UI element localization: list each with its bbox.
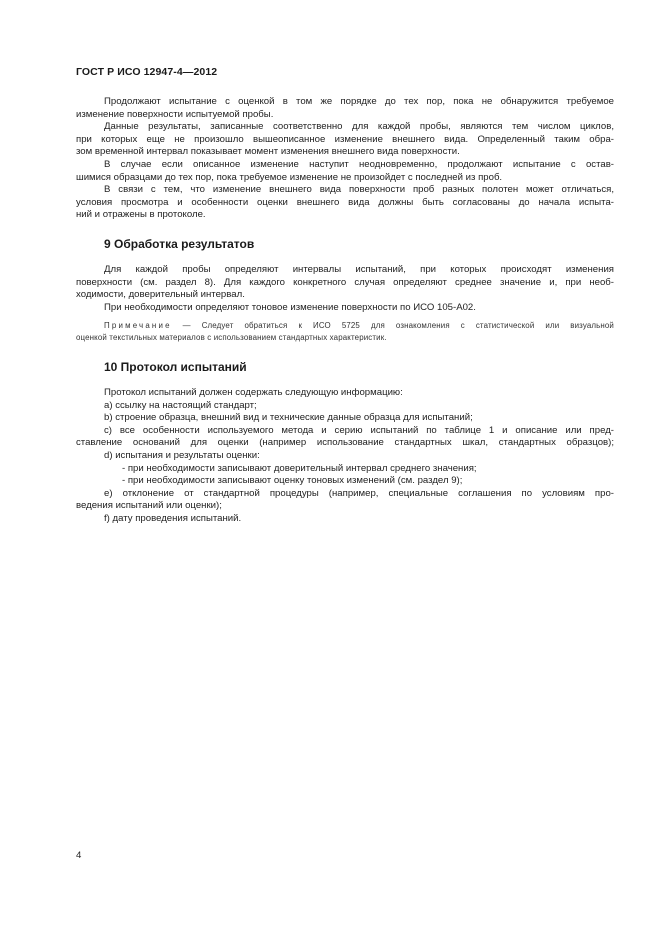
section-10-heading: 10 Протокол испытаний <box>104 360 247 374</box>
note-line: оценкой текстильных материалов с использованием стандартных характеристик. <box>76 333 387 343</box>
list-item-a: a) ссылку на настоящий стандарт; <box>104 399 257 411</box>
document-header: ГОСТ Р ИСО 12947-4—2012 <box>76 66 218 78</box>
note-text: — Следует обратиться к ИСО 5725 для ознакомления с статистической или визуальной <box>171 321 614 330</box>
paragraph-line: условия просмотра и особенности оценки внешнего вида должны быть согласованы до начала испыта- <box>76 196 614 208</box>
page-number: 4 <box>76 850 82 861</box>
note-block <box>76 320 614 345</box>
section-9-heading: 9 Обработка результатов <box>104 237 255 251</box>
paragraph-line: зом временной интервал показывает момент изменения внешнего вида поверхности. <box>76 146 460 158</box>
paragraph-line: В связи с тем, что изменение внешнего вида поверхности проб разных полотен может отличаться, <box>104 184 614 196</box>
paragraph-line: Продолжают испытание с оценкой в том же порядке до тех пор, пока не обнаружится требуемое <box>104 96 614 107</box>
paragraph-line: шимися образцами до тех пор, пока требуемое изменение не произойдет с последней из проб. <box>76 171 503 183</box>
paragraph-line: ходимости, доверительный интервал. <box>76 289 245 301</box>
list-subitem: - при необходимости записывают оценку тоновых изменений (см. раздел 9); <box>122 475 463 487</box>
list-item-e: e) отклонение от стандартной процедуры (например, специальные соглашения по условиям про- <box>104 487 614 499</box>
note-line <box>76 320 614 332</box>
section-9-text <box>76 264 614 314</box>
paragraph-line: В случае если описанное изменение наступит неодновременно, продолжают испытание с остав- <box>104 158 614 170</box>
paragraph-line: ний и отражены в протоколе. <box>76 209 206 221</box>
list-item-d: d) испытания и результаты оценки: <box>104 449 260 461</box>
list-item-f: f) дату проведения испытаний. <box>104 512 242 524</box>
paragraph-line: Протокол испытаний должен содержать следующую информацию: <box>104 387 403 398</box>
list-item-c-cont: ставление оснований для оценки (например использование стандартных шкал, стандартных образцов); <box>76 437 614 449</box>
paragraph-line: Данные результаты, записанные соответственно для каждой пробы, являются тем числом циклов, <box>104 121 614 133</box>
paragraph-line: поверхности (см. раздел 8). Для каждого конкретного случая определяют среднее значение и, при необ- <box>76 276 614 288</box>
list-subitem: - при необходимости записывают доверительный интервал среднего значения; <box>122 462 477 474</box>
list-item-b: b) строение образца, внешний вид и технические данные образца для испытаний; <box>104 412 473 424</box>
list-item-e-cont: ведения испытаний или оценки); <box>76 500 222 512</box>
list-item-c: c) все особенности используемого метода и серию испытаний по таблице 1 и описание или пред- <box>104 424 614 436</box>
paragraph-line: при которых еще не произошло вышеописанное изменение внешнего вида. Определенный таким обра- <box>76 133 614 145</box>
paragraph-line: При необходимости определяют тоновое изменение поверхности по ИСО 105-А02. <box>104 301 476 313</box>
paragraph-line: изменение поверхности испытуемой пробы. <box>76 108 274 120</box>
intro-text <box>76 96 614 222</box>
note-label: Примечание <box>104 321 172 330</box>
paragraph-line: Для каждой пробы определяют интервалы испытаний, при которых происходят изменения <box>104 264 614 275</box>
section-10-text <box>76 387 614 526</box>
